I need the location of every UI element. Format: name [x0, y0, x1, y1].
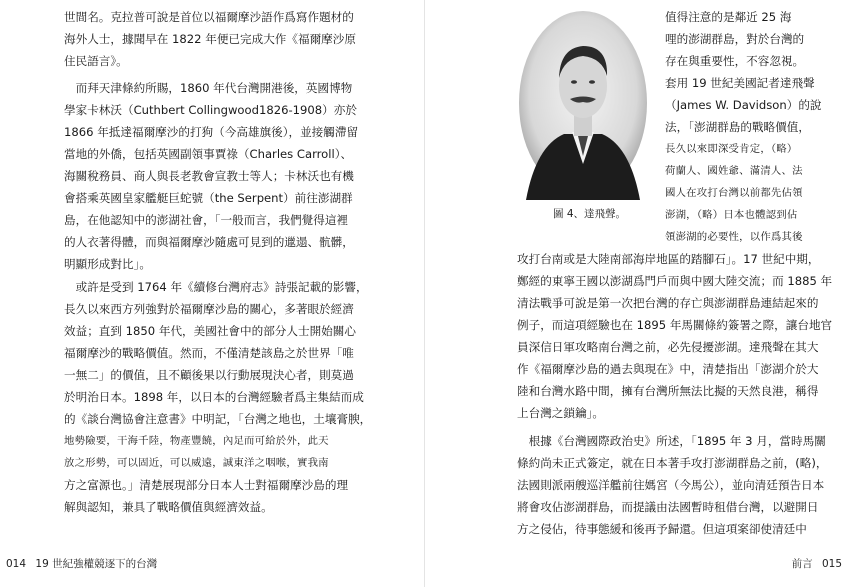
page-number: 014 — [6, 558, 27, 570]
text-line: 海關稅務員、商人與長老教會宣教士等人；卡林沃也有機 — [64, 169, 354, 183]
text-line: 條約尚未正式簽定，就在日本著手攻打澎湖群島之前，(略)， — [517, 456, 828, 470]
text-line: 住民語言》。 — [64, 54, 128, 68]
page-number: 015 — [821, 558, 842, 570]
text-line: 或許是受到 1764 年《續修台灣府志》詩張記載的影響， — [64, 280, 368, 294]
right-page-footer — [792, 556, 842, 571]
text-line: 世間名。克拉普可說是首位以福爾摩沙語作爲寫作題材的 — [64, 10, 354, 24]
quote-line: 放之形勢，可以固近，可以威遠，誠東洋之咽喉，實我南 — [64, 457, 329, 469]
text-line: （James W. Davidson）的說 — [665, 98, 822, 112]
text-line: 福爾摩沙的戰略價值。然而，不僅清楚該島之於世界「唯 — [64, 346, 354, 360]
text-line: 哩的澎湖群島，對於台灣的 — [665, 32, 805, 46]
text-line: 值得注意的是鄰近 25 海 — [665, 10, 792, 24]
text-line: 陸和台灣水路中間，擁有台灣所無法比擬的天然良港，稱得 — [517, 384, 819, 398]
text-line: 鄭經的東寧王國以澎湖爲門戶而與中國大陸交流；而 1885 年 — [517, 274, 833, 288]
text-line: 的《談台灣協會注意書》中明記，「台灣之地也，土壤膏腴， — [64, 412, 372, 426]
text-line: 方之侵佔，待事態緩和後再予歸還。但這項案卻使清廷中 — [517, 522, 807, 536]
text-line: 法，「澎湖群島的戰略價值， — [665, 120, 810, 134]
text-line: 長久以來西方列強對於福爾摩沙島的關心，多著眼於經濟 — [64, 302, 354, 316]
text-line: 明顯形成對比」。 — [64, 257, 151, 271]
running-title: 19 世紀強權競逐下的台灣 — [35, 558, 158, 570]
text-line: 作《福爾摩沙島的過去與現在》中，清楚指出「澎湖介於大 — [517, 362, 819, 376]
text-line: 而拜天津條約所賜，1860 年代台灣開港後，英國博物 — [64, 81, 353, 95]
right-page — [425, 0, 850, 587]
text-line: 於明治日本。1898 年，以日本的台灣經驗者爲主集結而成 — [64, 390, 364, 404]
quote-line: 領澎湖的必要性，以作爲其後 — [665, 231, 803, 243]
text-line: 1866 年抵達福爾摩沙的打狗（今高雄旗後），並接觸滯留 — [64, 125, 359, 139]
text-line: 例子，而這項經驗也在 1895 年馬關條約簽署之際，讓台地官 — [517, 318, 833, 332]
text-line: 套用 19 世紀美國記者達飛聲 — [665, 76, 815, 90]
text-line: 攻打台南或是大陸南部海岸地區的踏腳石」。17 世紀中期， — [517, 252, 820, 266]
photo-caption: 圖 4、達飛聲。 — [553, 208, 627, 220]
running-title: 前言 — [791, 558, 813, 570]
quote-line: 澎湖，（略）日本也體認到佔 — [665, 209, 798, 221]
text-line: 上台灣之鎖鑰」。 — [517, 406, 604, 420]
text-line: 會搭乘英國皇家艦艇巨蛇號（the Serpent）前往澎湖群 — [64, 191, 353, 205]
text-line: 將會攻佔澎湖群島，而提議由法國暫時租借台灣，以避開日 — [517, 500, 819, 514]
text-line: 根據《台灣國際政治史》所述，「1895 年 3 月，當時馬關 — [517, 434, 826, 448]
left-page-footer — [6, 556, 157, 571]
text-line: 海外人士，據聞早在 1822 年便已完成大作《福爾摩沙原 — [64, 32, 356, 46]
text-line: 當地的外僑，包括英國副領事賈祿（Charles Carroll）、 — [64, 147, 353, 161]
text-line: 效益；直到 1850 年代，美國社會中的部分人士開始關心 — [64, 324, 356, 338]
text-line: 法國則派兩艘巡洋艦前往媽宮（今馬公），並向清廷預告日本 — [517, 478, 825, 492]
text-line: 一無二」的價值，且不顧後果以行動展現決心者，則莫過 — [64, 368, 354, 382]
text-line: 的人衣著得體，而與福爾摩沙隨處可見到的邋遢、骯髒， — [64, 235, 354, 249]
text-line: 解與認知，兼具了戰略價值與經濟效益。 — [64, 500, 273, 514]
text-line: 島，在他認知中的澎湖社會，「一般而言，我們覺得這裡 — [64, 213, 349, 227]
portrait-photo — [516, 6, 650, 200]
text-line: 方之富源也。」清楚展現部分日本人士對福爾摩沙島的理 — [64, 478, 349, 492]
text-line: 清法戰爭可說是第一次把台灣的存亡與澎湖群島連結起來的 — [517, 296, 819, 310]
text-line: 學家卡林沃（Cuthbert Collingwood1826-1908）亦於 — [64, 103, 357, 117]
quote-line: 長久以來即深受肯定，（略） — [665, 143, 798, 155]
quote-line: 地勢險要，干海千陸，物產豐饒，內足而可給於外，此天 — [64, 435, 329, 447]
text-line: 員深信日軍攻略南台灣之前，必先侵擾澎湖。達飛聲在其大 — [517, 340, 819, 354]
text-line: 存在與重要性，不容忽視。 — [665, 54, 805, 68]
quote-line: 荷蘭人、國姓爺、滿清人、法 — [665, 165, 803, 177]
quote-line: 國人在攻打台灣以前都先佔領 — [665, 187, 803, 199]
